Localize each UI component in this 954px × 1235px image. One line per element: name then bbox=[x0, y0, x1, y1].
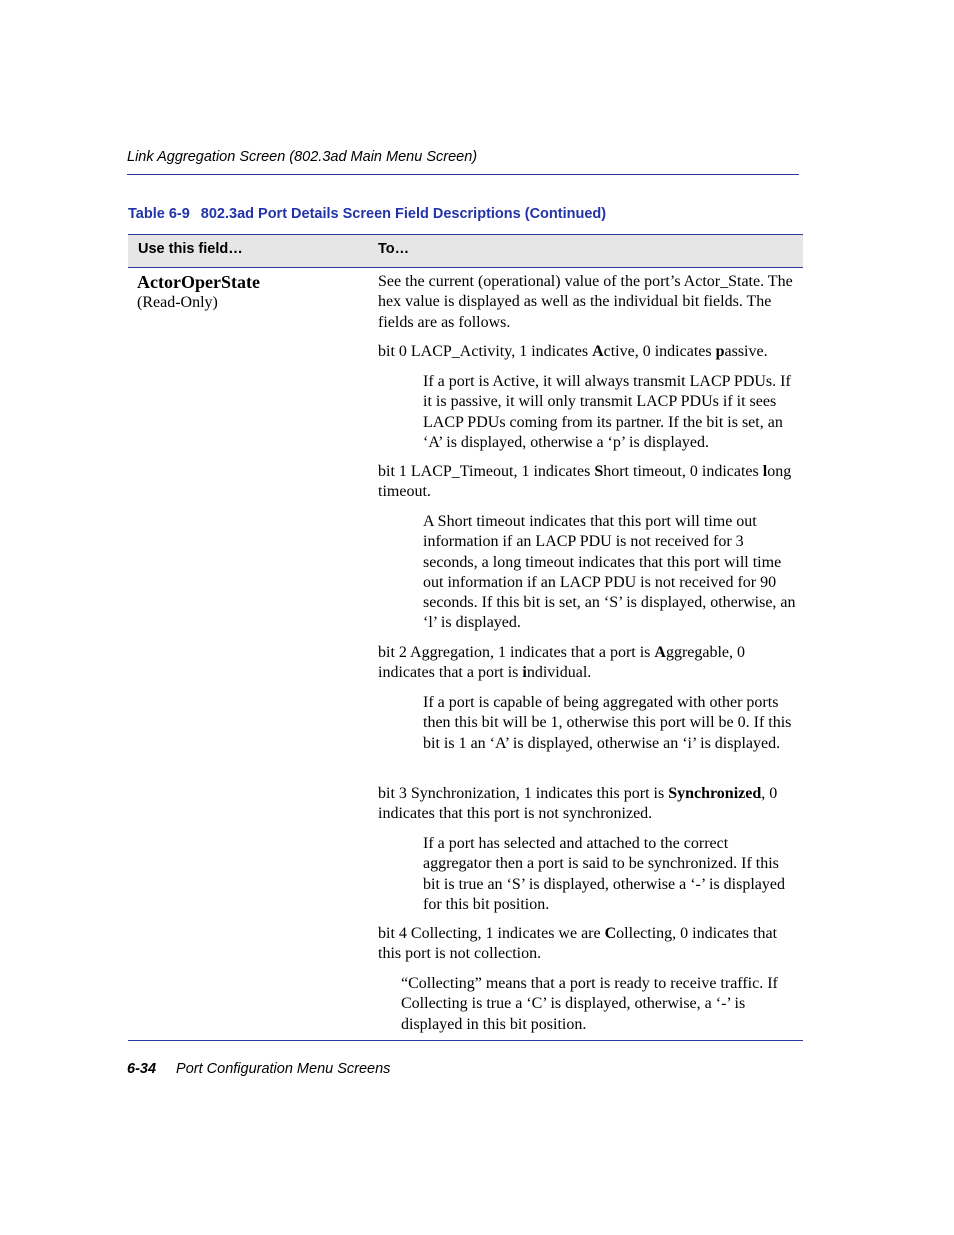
bit1-text-post: ong timeout. bbox=[378, 463, 792, 501]
table-header-row bbox=[128, 234, 803, 268]
bit0-description bbox=[378, 342, 796, 362]
table-caption bbox=[128, 206, 606, 222]
bit1-note: A Short timeout indicates that this port will time out information if an LACP PDU is not received for 3 seconds, a long timeout indicates that this port will time out information if an LACP PDU is not received for 90 seconds. If this bit is set, an ‘S’ is displayed, otherwise, an ‘l’ is displayed. bbox=[423, 513, 796, 632]
bit0-bold-a: A bbox=[592, 343, 604, 360]
bit1-bold-s: S bbox=[594, 463, 604, 480]
bit1-text-mid: hort timeout, 0 indicates bbox=[603, 463, 763, 480]
bit3-note: If a port has selected and attached to the correct aggregator then a port is said to be synchronized. If this bit is true an ‘S’ is displayed, otherwise a ‘-’ is displayed for this bit position. bbox=[423, 835, 785, 913]
field-qualifier: (Read-Only) bbox=[137, 294, 218, 311]
field-name: ActorOperState bbox=[137, 272, 260, 292]
bit0-text-mid: ctive, 0 indicates bbox=[603, 343, 716, 360]
bit1-text: bit 1 LACP_Timeout, 1 indicates bbox=[378, 463, 595, 480]
intro-paragraph: See the current (operational) value of the port’s Actor_State. The hex value is displayed as well as the individual bit fields. The fields are as follows. bbox=[378, 273, 793, 331]
running-header: Link Aggregation Screen (802.3ad Main Menu Screen) bbox=[127, 149, 478, 165]
bit3-text: bit 3 Synchronization, 1 indicates this port is bbox=[378, 785, 669, 802]
bit3-bold-synchronized: Synchronized bbox=[668, 785, 762, 802]
page-footer bbox=[127, 1061, 390, 1077]
bit2-note: If a port is capable of being aggregated with other ports then this bit will be 1, otherwise this port will be 0. If this bit is 1 an ‘A’ is displayed, otherwise an ‘i’ is displayed. bbox=[423, 694, 792, 752]
page-number: 6-34 bbox=[127, 1061, 157, 1077]
bit3-text-post: , 0 indicates that this port is not synchronized. bbox=[378, 785, 778, 823]
bit1-bold-l: l bbox=[762, 463, 768, 480]
bit2-description bbox=[378, 643, 796, 684]
bit4-text: bit 4 Collecting, 1 indicates we are bbox=[378, 925, 605, 942]
table-row bbox=[128, 268, 803, 1041]
table-caption-number: Table 6-9 bbox=[128, 206, 190, 222]
bit2-bold-a: A bbox=[654, 644, 666, 661]
header-rule bbox=[127, 174, 799, 175]
bit2-text: bit 2 Aggregation, 1 indicates that a port is bbox=[378, 644, 655, 661]
bit2-text-post: ndividual. bbox=[526, 664, 592, 682]
field-description-table bbox=[128, 234, 803, 1041]
footer-section-title: Port Configuration Menu Screens bbox=[176, 1061, 391, 1077]
bit4-description bbox=[378, 924, 796, 965]
bit4-bold-c: C bbox=[604, 925, 617, 942]
bit0-note: If a port is Active, it will always transmit LACP PDUs. If it is passive, it will only transmit LACP PDUs if it sees LACP PDUs coming from its partner. If the bit is set, an ‘A’ is displayed, otherwise a ‘p’ is displayed. bbox=[423, 373, 791, 451]
bit0-text: bit 0 LACP_Activity, 1 indicates bbox=[378, 343, 593, 360]
bit4-text-post: ollecting, 0 indicates that this port is not collection. bbox=[378, 925, 778, 963]
bit2-text-mid: ggregable, 0 indicates that a port is bbox=[378, 644, 746, 682]
bit1-description bbox=[378, 462, 796, 503]
bit3-description bbox=[378, 784, 796, 825]
column-header-field: Use this field… bbox=[138, 241, 243, 257]
column-header-to: To… bbox=[378, 241, 410, 257]
bit4-note: “Collecting” means that a port is ready to receive traffic. If Collecting is true a ‘C’ is displayed, otherwise, a ‘-’ is displayed in this bit position. bbox=[401, 975, 778, 1033]
bit2-bold-i: i bbox=[522, 664, 527, 682]
bit0-bold-p: p bbox=[715, 343, 725, 360]
bit0-text-post: assive. bbox=[724, 343, 768, 360]
table-caption-title: 802.3ad Port Details Screen Field Descriptions (Continued) bbox=[200, 206, 607, 222]
